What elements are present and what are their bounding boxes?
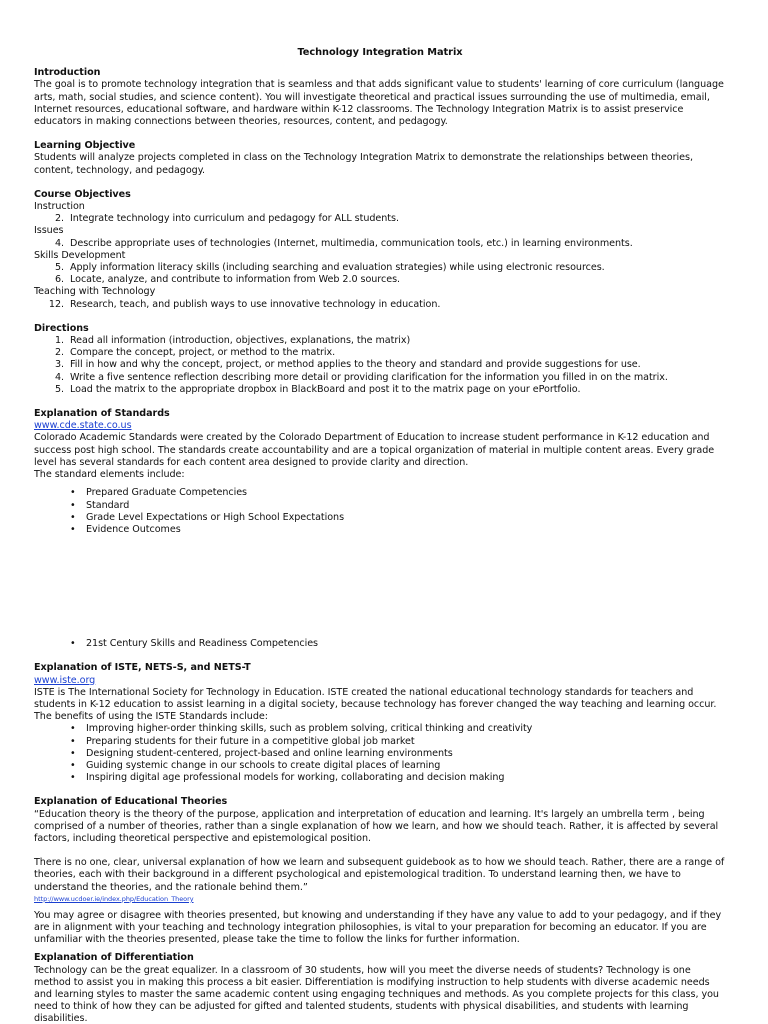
list-item: • 21st Century Skills and Readiness Competencies: [34, 638, 726, 650]
objective-item: [34, 213, 726, 225]
objective-text: Locate, analyze, and contribute to information from Web 2.0 sources.: [70, 274, 401, 286]
direction-text: Load the matrix to the appropriate dropbox in BlackBoard and post it to the matrix page on your ePortfolio.: [70, 383, 581, 395]
learning-objective-heading: Learning Objective: [34, 140, 136, 152]
list-item: • Guiding systemic change in our schools to create digital places of learning: [34, 760, 726, 772]
direction-number: 2.: [54, 347, 64, 359]
direction-text: Compare the concept, project, or method to the matrix.: [70, 347, 336, 359]
objective-category: Issues: [34, 225, 64, 237]
course-objectives-heading: Course Objectives: [34, 188, 131, 200]
objective-list: [34, 299, 726, 311]
direction-number: 3.: [54, 359, 64, 371]
objective-item: [34, 238, 726, 250]
introduction-text: The goal is to promote technology integration that is seamless and that adds significant value to students' learning of core curriculum (language arts, math, social studies, and science content). You will investigate theoretical and practical issues surrounding the use of multimedia, email, Internet resources, educational software, and hardware within K-12 classrooms. The Technology Integration Matrix is to assist preservice educators in making connections between theories, resources, content, and pedagogy.: [34, 79, 724, 128]
document-title: Technology Integration Matrix: [297, 47, 463, 58]
theories-paragraph-3: You may agree or disagree with theories presented, but knowing and understanding if they have any value to add to your pedagogy, and if they are in alignment with your teaching and technology integration philosophies, is vital to your preparation for becoming an educator. If you are unfamiliar with the theories presented, please take the time to follow the links for further information.: [34, 909, 722, 946]
direction-text: Read all information (introduction, objectives, explanations, the matrix): [70, 335, 411, 347]
direction-item: [34, 335, 726, 347]
direction-item: [34, 347, 726, 359]
direction-number: 5.: [54, 383, 64, 395]
iste-bullet-list: [34, 723, 726, 784]
iste-text: ISTE is The International Society for Technology in Education. ISTE created the national educational technology standards for teachers and students in K-12 education to assist learning in a digital society, because technology has forever changed the way teaching and learning occur. The benefits of using the ISTE Standards include:: [34, 686, 717, 723]
direction-text: Fill in how and why the concept, project, or method applies to the theory and standard and provide suggestions for use.: [70, 359, 641, 371]
list-item: • Evidence Outcomes: [34, 524, 726, 536]
directions-heading: Directions: [34, 322, 89, 334]
list-item: • Grade Level Expectations or High School Expectations: [34, 512, 726, 524]
differentiation-text: Technology can be the great equalizer. In a classroom of 30 students, how will you meet the diverse needs of students? Technology is one method to assist you in making this process a bit easier. Differentiation is modifying instruction to help students with diverse academic needs and learning styles to master the same academic content using engaging techniques and methods. As you complete projects for this class, you need to think of how they can be adjusted for gifted and talented students, students with physical disabilities, and students with learning disabilities.: [34, 964, 719, 1024]
iste-heading: Explanation of ISTE, NETS-S, and NETS-T: [34, 662, 251, 674]
objective-category: Instruction: [34, 201, 85, 213]
objective-list: [34, 213, 726, 225]
standards-text: Colorado Academic Standards were created by the Colorado Department of Education to increase student performance in K-12 education and success post high school. The standards create accountability and are a topical organization of material in multiple content areas. Every grade level has several standards for each content area designed to provide clarity and direction.: [34, 432, 715, 468]
objective-number: 5.: [54, 262, 64, 274]
objective-item: [34, 274, 726, 286]
objective-item: [34, 299, 726, 311]
objective-number: 4.: [54, 237, 64, 249]
standards-bullet-list: [34, 487, 726, 536]
introduction-heading: Introduction: [34, 67, 101, 79]
objective-list: [34, 262, 726, 286]
objective-text: Describe appropriate uses of technologies (Internet, multimedia, communication tools, etc.) in learning environments.: [70, 237, 633, 249]
standards-heading: Explanation of Standards: [34, 408, 170, 420]
objective-category: Skills Development: [34, 249, 126, 261]
objective-number: 2.: [54, 213, 64, 225]
standards-elements-intro: The standard elements include:: [34, 469, 185, 481]
document-body: [34, 47, 726, 1024]
standards-bullet-list-continued: [34, 638, 726, 650]
theories-heading: Explanation of Educational Theories: [34, 796, 228, 808]
list-item: • Inspiring digital age professional models for working, collaborating and decision making: [34, 772, 726, 784]
theories-paragraph-2: There is no one, clear, universal explanation of how we learn and subsequent guidebook as to how we should teach. Rather, there are a range of theories, each with their background in a different psychological and epistemological tradition. To understand learning then, we have to understand the theories, and the rationale behind them.”: [34, 857, 725, 893]
objective-number: 12.: [48, 298, 64, 310]
objective-list: [34, 238, 726, 250]
differentiation-heading: Explanation of Differentiation: [34, 952, 194, 964]
ucdoer-link[interactable]: http://www.ucdoer.ie/index.php/Education_Theory: [34, 894, 194, 903]
objective-item: [34, 262, 726, 274]
direction-number: 1.: [54, 335, 64, 347]
direction-item: [34, 359, 726, 371]
objective-text: Research, teach, and publish ways to use innovative technology in education.: [70, 298, 441, 310]
direction-number: 4.: [54, 371, 64, 383]
directions-list: [34, 335, 726, 396]
learning-objective-text: Students will analyze projects completed in class on the Technology Integration Matrix to demonstrate the relationships between theories, content, technology, and pedagogy.: [34, 152, 693, 176]
list-item: • Prepared Graduate Competencies: [34, 487, 726, 499]
objective-text: Integrate technology into curriculum and pedagogy for ALL students.: [70, 213, 399, 225]
list-item: • Standard: [34, 500, 726, 512]
list-item: • Improving higher-order thinking skills, such as problem solving, critical thinking and creativity: [34, 723, 726, 735]
objective-category: Teaching with Technology: [34, 286, 156, 298]
list-item: • Designing student-centered, project-based and online learning environments: [34, 748, 726, 760]
direction-text: Write a five sentence reflection describing more detail or providing clarification for the information you filled in on the matrix.: [70, 371, 668, 383]
cde-link[interactable]: www.cde.state.co.us: [34, 420, 132, 432]
iste-link[interactable]: www.iste.org: [34, 674, 96, 686]
direction-item: [34, 384, 726, 396]
theories-paragraph-1: “Education theory is the theory of the purpose, application and interpretation of education and learning. It's largely an umbrella term , being comprised of a number of theories, rather than a single explanation of how we learn, and how we should teach. Rather, it is affected by several factors, including theoretical perspective and epistemological position.: [34, 808, 719, 844]
list-item: • Preparing students for their future in a competitive global job market: [34, 736, 726, 748]
direction-item: [34, 372, 726, 384]
objective-text: Apply information literacy skills (including searching and evaluation strategies) while using electronic resources.: [70, 262, 605, 274]
objective-number: 6.: [54, 274, 64, 286]
